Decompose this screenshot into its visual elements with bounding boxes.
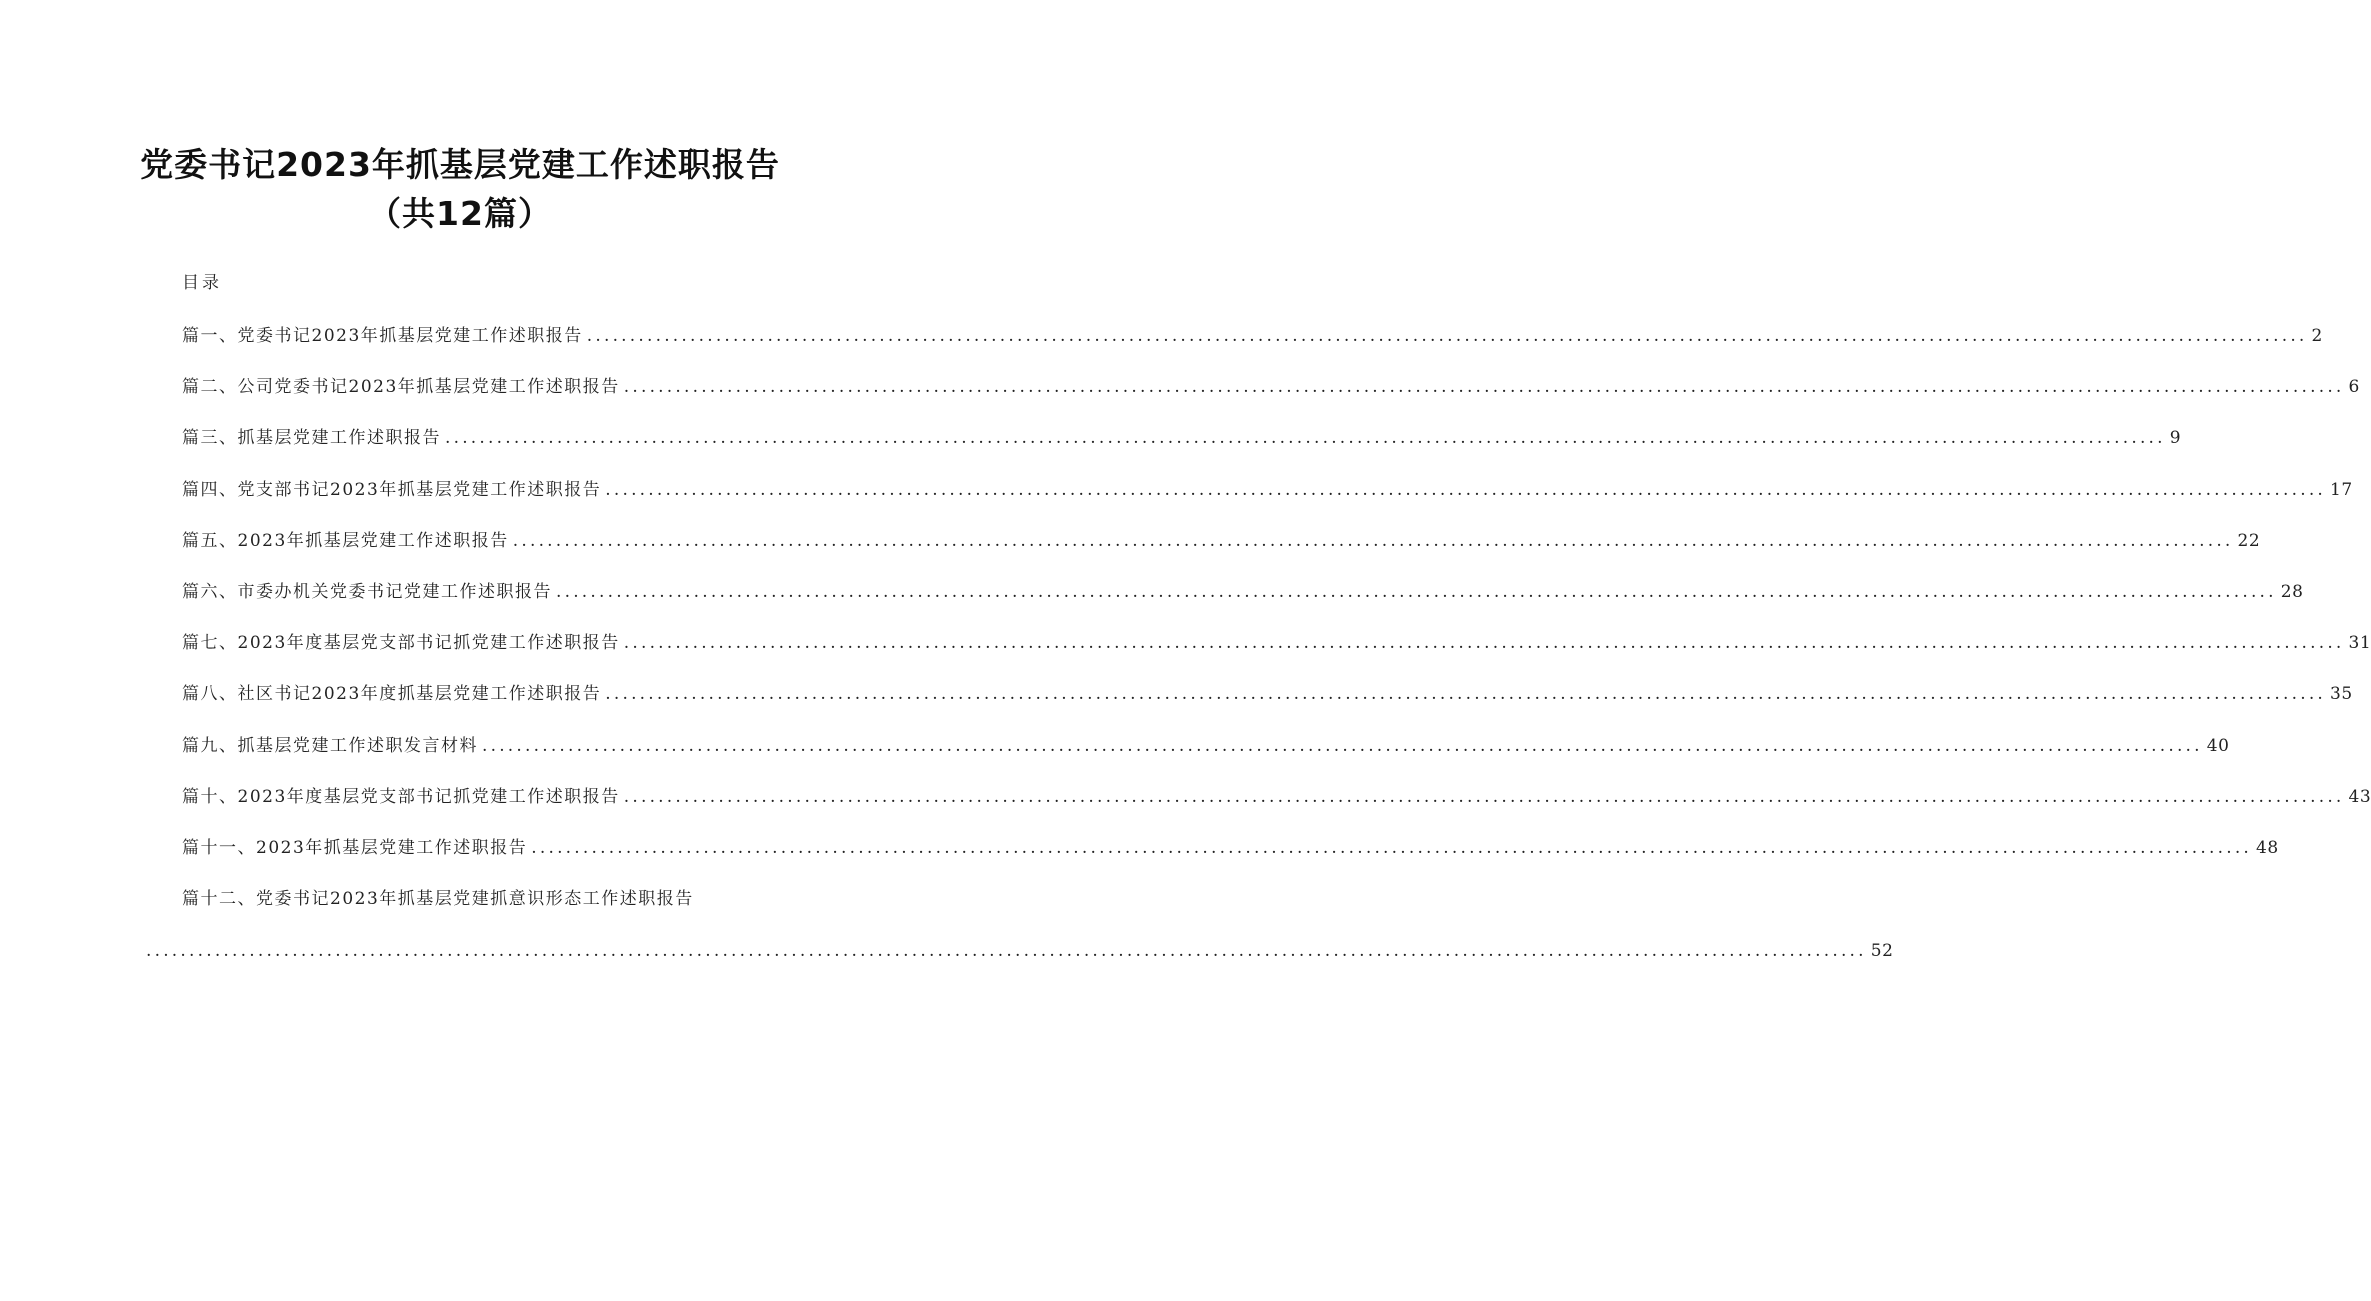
toc-leader-dots: ........................................................................................................................................................................................................ [605,480,2327,500]
toc-leader-dots: ........................................................................................................................................................................................................ [623,787,2345,807]
toc-entry-label: 篇五、2023年抓基层党建工作述职报告 [182,531,509,551]
toc-entry-page: 40 [2206,736,2230,756]
toc-heading: 目录 [182,273,222,293]
toc-entry-label: 篇八、社区书记2023年度抓基层党建工作述职报告 [182,684,602,704]
toc-entry[interactable] [182,474,2353,500]
toc-entry-label: 篇三、抓基层党建工作述职报告 [182,428,441,448]
toc-leader-dots: ........................................................................................................................................................................................................ [623,377,2345,397]
toc-entry[interactable] [182,832,2279,858]
toc-entry-page: 28 [2280,582,2304,602]
toc-leader-dots: ........................................................................................................................................................................................................ [605,684,2327,704]
toc-entry[interactable] [182,525,2261,551]
toc-leader-dots: ........................................................................................................................................................................................................ [623,633,2345,653]
toc-entry-page: 17 [2330,480,2353,500]
toc-leader-dots: ........................................................................................................................................................................................................ [531,838,2253,858]
toc-entry-label: 篇四、党支部书记2023年抓基层党建工作述职报告 [182,480,602,500]
toc-entry-label[interactable]: 篇十二、党委书记2023年抓基层党建抓意识形态工作述职报告 [182,889,694,909]
toc-entry-page: 6 [2348,377,2360,397]
toc-entry-label: 篇十一、2023年抓基层党建工作述职报告 [182,838,528,858]
toc-entry[interactable] [182,678,2353,704]
toc-entry[interactable] [182,730,2230,756]
toc-entry-page: 9 [2169,428,2182,448]
toc-entry-page: 52 [1870,941,1894,961]
toc-entry-page: 43 [2348,787,2371,807]
toc-entry-label: 篇七、2023年度基层党支部书记抓党建工作述职报告 [182,633,620,653]
document-title: 党委书记2023年抓基层党建工作述职报告 [140,145,780,184]
toc-leader-dots: ........................................................................................................................................................................................................ [512,531,2234,551]
toc-leader-dots: ........................................................................................................................................................................................................ [482,736,2203,756]
toc-entry[interactable] [182,371,2360,397]
toc-entry[interactable] [182,576,2304,602]
toc-entry[interactable] [182,781,2371,807]
toc-leader-dots: ........................................................................................................................................................................................................ [556,582,2277,602]
toc-entry-label: 篇十、2023年度基层党支部书记抓党建工作述职报告 [182,787,620,807]
toc-entry-page: 35 [2330,684,2353,704]
toc-leader-dots: ........................................................................................................................................................................................................ [586,326,2308,346]
toc-entry-label: 篇一、党委书记2023年抓基层党建工作述职报告 [182,326,583,346]
toc-entry-page: 31 [2348,633,2371,653]
toc-entry[interactable] [182,422,2182,448]
toc-entry-label: 篇六、市委办机关党委书记党建工作述职报告 [182,582,552,602]
document-subtitle: （共12篇） [368,194,552,233]
toc-leader-dots: ........................................................................................................................................................................................................ [445,428,2166,448]
toc-entry[interactable] [146,935,1894,961]
toc-entry-label: 篇九、抓基层党建工作述职发言材料 [182,736,478,756]
toc-entry-page: 2 [2311,326,2323,346]
toc-entry-page: 22 [2237,531,2261,551]
toc-entry-page: 48 [2256,838,2279,858]
toc-entry[interactable] [182,320,2323,346]
toc-entry-label: 篇二、公司党委书记2023年抓基层党建工作述职报告 [182,377,620,397]
toc-entry[interactable] [182,627,2371,653]
toc-leader-dots: ........................................................................................................................................................................................................ [146,941,1867,961]
